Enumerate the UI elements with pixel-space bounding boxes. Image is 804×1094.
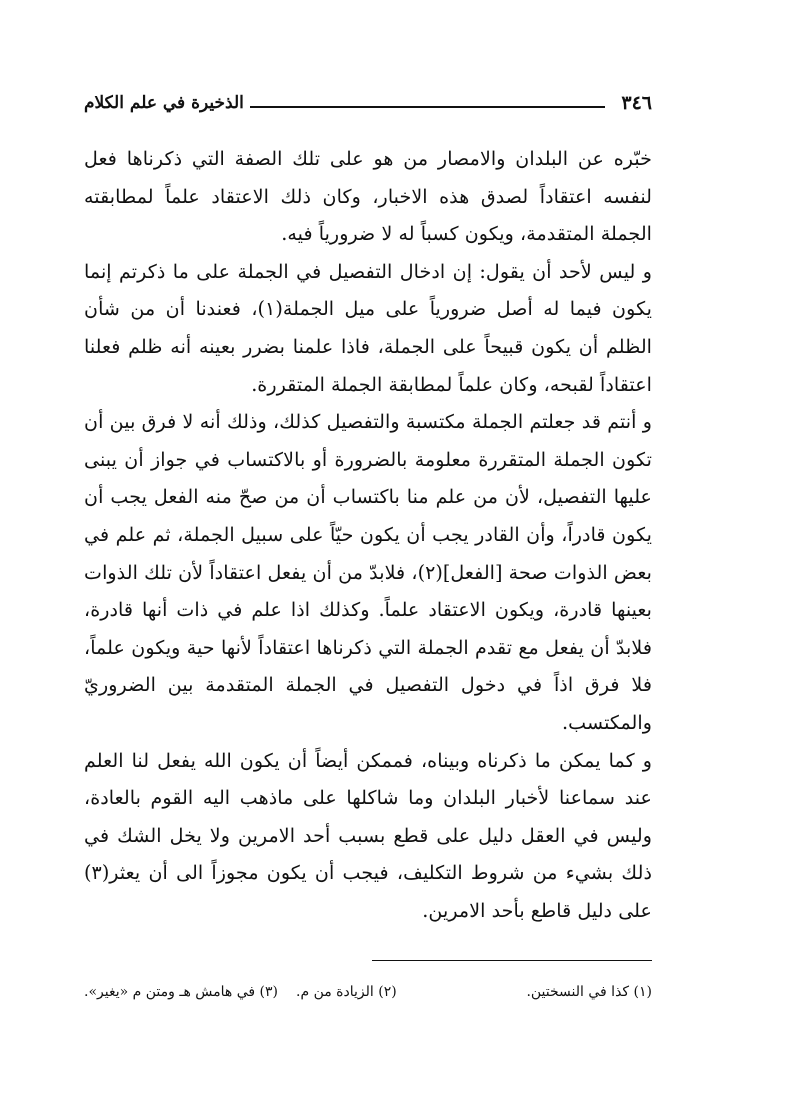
running-header [84,88,652,118]
header-rule [250,106,606,108]
footnote-1: (١) كذا في النسختين. [526,984,652,1000]
footnotes [84,980,652,1004]
paragraph: خبّره عن البلدان والامصار من هو على تلك الصفة التي ذكرناها فعل لنفسه اعتقاداً لصدق هذه الاخبار، وكان ذلك الاعتقاد علماً لمطابقته الجملة المتقدمة، ويكون كسباً له لا ضرورياً فيه. [84,147,652,246]
paragraph: و ليس لأحد أن يقول: إن ادخال التفصيل في الجملة على ما ذكرتم إنما يكون فيما له أصل ضرورياً على ميل الجملة(١)، فعندنا أن من شأن الظلم أن يكون قبيحاً على الجملة، فاذا علمنا بضرر بعينه أنه ظلم فعلنا اعتقاداً لقبحه، وكان علماً لمطابقة الجملة المتقررة. [84,259,653,396]
paragraph: و كما يمكن ما ذكرناه وبيناه، فممكن أيضاً أن يكون الله يفعل لنا العلم عند سماعنا لأخبار البلدان وما شاكلها على ماذهب اليه القوم بالعادة، وليس في العقل دليل على قطع بسبب أحد الامرين ولا يخل الشك في ذلك بشيء من شروط التكليف، فيجب أن يكون مجوزاً الى أن يعثر(٣) على دليل قاطع بأحد الامرين. [84,748,652,922]
book-title: الذخيرة في علم الكلام [84,93,244,113]
paragraph: و أنتم قد جعلتم الجملة مكتسبة والتفصيل كذلك، وذلك أنه لا فرق بين أن تكون الجملة المتقررة معلومة بالضرورة أو بالاكتساب في جواز أن يبنى عليها التفصيل، لأن من علم منا باكتساب أن من صحّ منه الفعل يجب أن يكون قادراً، وأن القادر يجب أن يكون حيّاً على سبيل الجملة، ثم علم في بعض الذوات صحة [الفعل](٢)، فلابدّ من أن يفعل اعتقاداً لأن تلك الذوات بعينها قادرة، ويكون الاعتقاد علماً. وكذلك اذا علم في ذات أنها قادرة، فلابدّ أن يفعل مع تقدم الجملة التي ذكرناها اعتقاداً لأنها حية ويكون علماً، فلا فرق اذاً في دخول التفصيل في الجملة المتقدمة بين الضروريّ والمكتسب. [84,410,653,734]
footnote-group [84,980,397,1004]
footnote-3: (٣) في هامش هـ ومتن م «يغير». [84,984,278,1000]
body-text [84,140,652,929]
footnote-separator [372,960,652,961]
footnote-2: (٢) الزيادة من م. [296,984,397,1000]
page-number: ٣٤٦ [621,92,652,114]
